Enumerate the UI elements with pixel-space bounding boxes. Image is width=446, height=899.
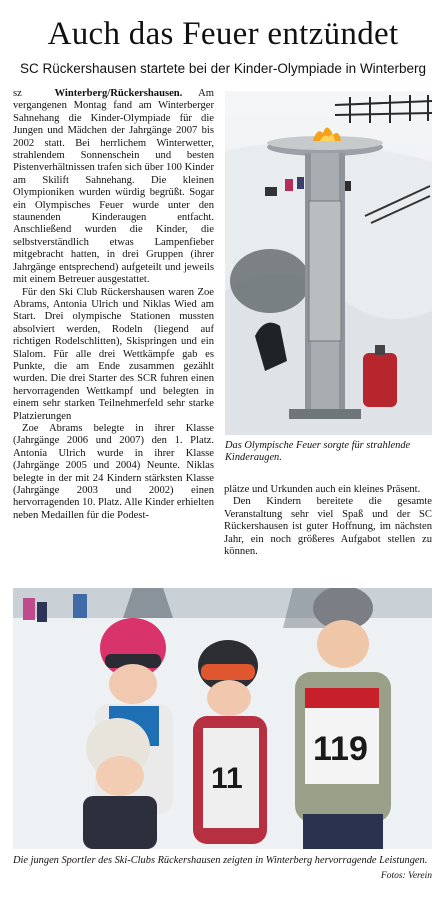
bottom-photo-caption: Die jungen Sportler des Ski-Clubs Rückershausen zeigten in Winterberg hervorragende Leistungen. (13, 855, 428, 866)
top-photo-caption: Das Olympische Feuer sorgte für strahlende Kinderaugen. (225, 440, 411, 464)
bib-number-right: 119 (313, 730, 368, 768)
child-middle (193, 640, 267, 844)
olympic-flame-photo (225, 91, 432, 435)
paragraph-4: plätze und Urkunden auch ein kleines Präsent. (224, 484, 421, 495)
olympic-flame-illustration (225, 91, 432, 435)
dateline: Winterberg/Rückershausen. (54, 88, 183, 99)
paragraph-1 (13, 88, 214, 287)
article-column-right (224, 484, 432, 558)
paragraph-1-text: Am vergangenen Montag fand am Winterberger Sahnehang die Kinder-Olympiade für die Jungen und Mädchen der Jahrgänge 2007 bis 2002 statt. Bei herrlichem Winterwetter, strahlendem Sonnenschein und besten Pistenverhältnissen trafen sich über 100 Kinder am Skilift Sahnehang. Die kleinen Olympioniken wurden würdig begrüßt. Sogar ein Olympisches Feuer wurde unter den staunenden Kinderaugen entfacht. Anschließend wurden die Kinder, die selbstverständlich etwas Lampenfieber mitgebracht hatten, in drei Gruppen (ihrer Jahrgänge entsprechend) aufgeteilt und jeweils mit einem Betreuer ausgestattet. (13, 88, 214, 286)
paragraph-5: Den Kindern bereitete die gesamte Veranstaltung sehr viel Spaß und der SC Rückershausen ist guter Hoffnung, im nächsten Jahr, ein noch größeres Aufgabot stellen zu können. (224, 496, 432, 558)
byline: sz (13, 88, 22, 99)
photo-credit: Fotos: Verein (380, 871, 432, 881)
paragraph-3: Zoe Abrams belegte in ihrer Klasse (Jahrgänge 2006 und 2007) den 1. Platz. Antonia Ulrich wurde in ihrer Klasse (Jahrgänge 2005 und 2004) Neunte. Niklas belegte in der mit 24 Kindern stärksten Klasse (Jahrgänge 2003 und 2002) einen hervorragenden 10. Platz. Alle Kinder erhielten neben Medaillen für die Podest- (13, 422, 214, 521)
children-illustration (13, 588, 432, 849)
article-column-left (13, 88, 214, 522)
paragraph-2: Für den Ski Club Rückershausen waren Zoe Abrams, Antonia Ulrich und Niklas Wied am Start. Drei olympische Stationen mussten absolviert werden, Rodeln (liegend auf richtigen Rodelschlitten), Skispringen und ein Slalom. Für alle drei Wettkämpfe gab es Punkte, die am Ende zusammen gezählt wurden. Die drei Starter des SCR fuhren einen hervorragenden Wettkampf und belegten in einem sehr starken Teilnehmerfeld sehr starke Platzierungen (13, 286, 214, 422)
children-group-photo (13, 588, 432, 849)
bib-number-middle: 11 (211, 762, 243, 795)
subheadline: SC Rückershausen startete bei der Kinder-Olympiade in Winterberg (20, 61, 426, 76)
headline: Auch das Feuer entzündet (47, 16, 399, 52)
